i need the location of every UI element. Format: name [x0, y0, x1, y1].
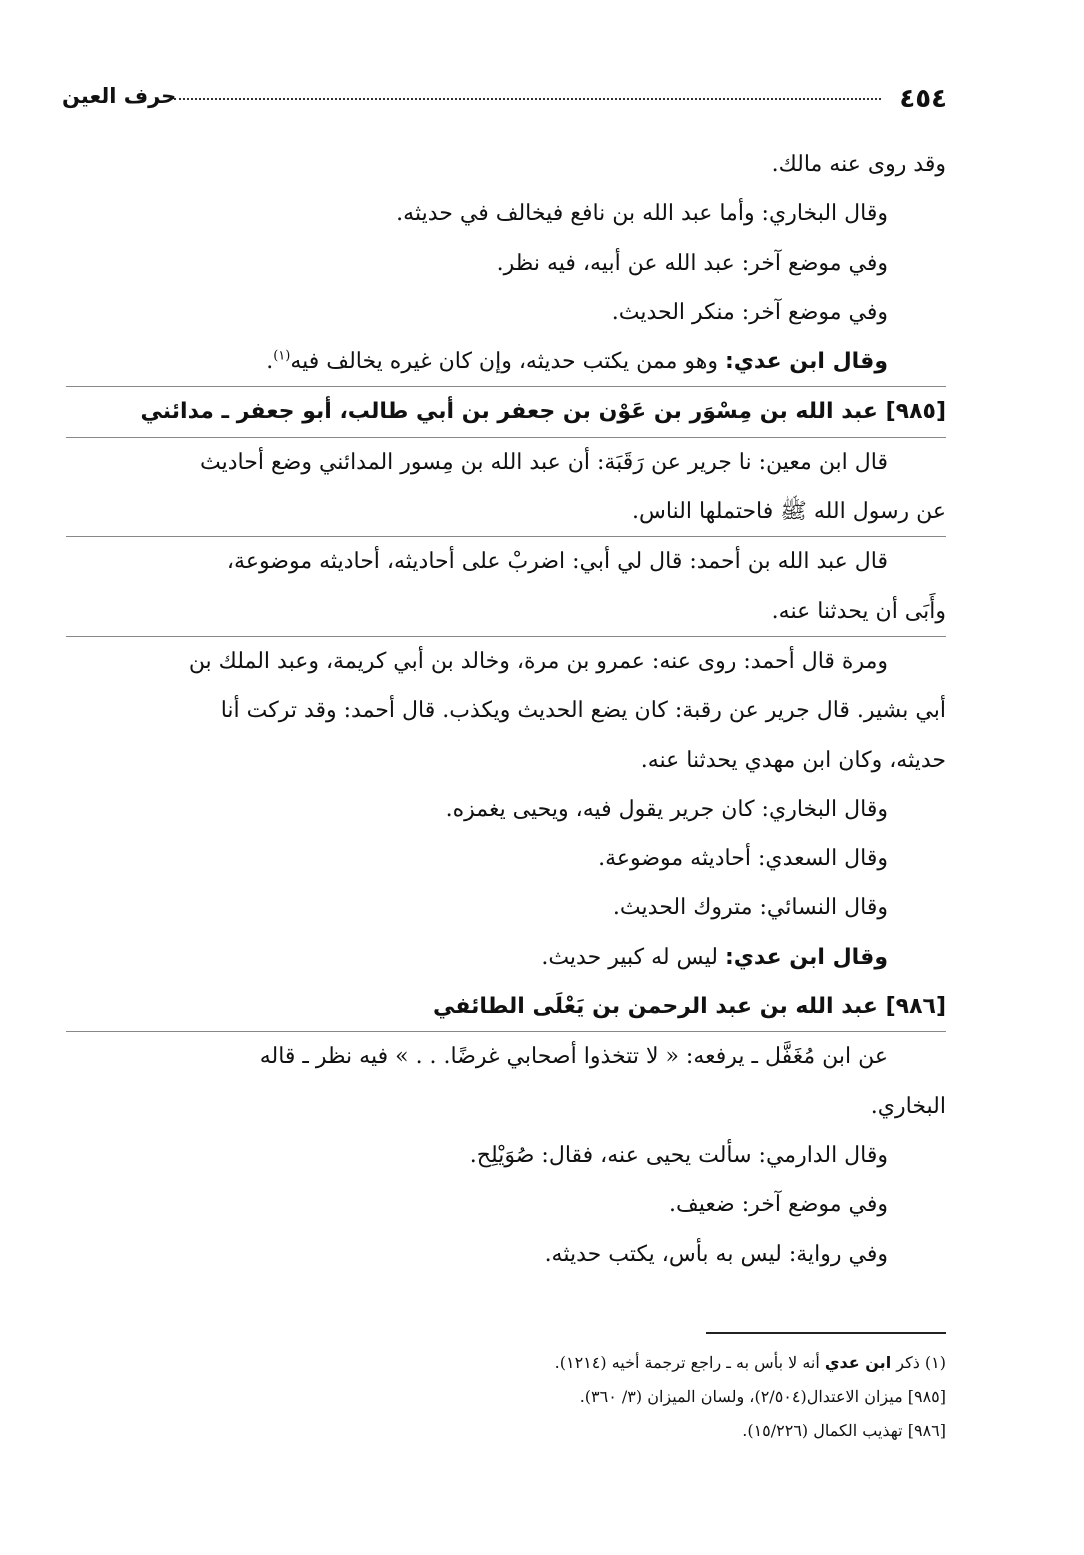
text-line: البخاري.	[870, 1093, 946, 1119]
entry-heading-986: [٩٨٦] عبد الله بن عبد الرحمن بن يَعْلَى الطائفي	[66, 982, 946, 1032]
footnote-text: أنه لا بأس به ـ راجع ترجمة أخيه (١٢١٤).	[554, 1353, 825, 1372]
footnote-ref: (١)	[273, 348, 291, 364]
footnote-985: [٩٨٥] ميزان الاعتدال(٢/٥٠٤)، ولسان الميزان (٣/ ٣٦٠).	[579, 1387, 946, 1406]
text-span: .	[266, 349, 274, 375]
text-line	[66, 933, 946, 982]
footnote-986: [٩٨٦] تهذيب الكمال (١٥/٢٢٦).	[742, 1421, 946, 1440]
speaker-lead: وقال ابن عدي:	[724, 944, 888, 970]
text-line: عن رسول الله ﷺ فاحتملها الناس.	[66, 487, 946, 537]
text-line: وقال السعدي: أحاديثه موضوعة.	[598, 846, 888, 872]
text-span: ليس له كبير حديث.	[541, 944, 725, 970]
footnote-1	[186, 1346, 946, 1380]
text-line: حديثه، وكان ابن مهدي يحدثنا عنه.	[640, 747, 946, 773]
text-line: وقال الدارمي: سألت يحيى عنه، فقال: صُوَيْلِح.	[469, 1142, 888, 1168]
footnote-lead: ابن عدي	[824, 1353, 892, 1372]
footnote-separator	[706, 1332, 946, 1334]
speaker-lead: وقال ابن عدي:	[724, 349, 888, 375]
footnote-text: (١) ذكر	[891, 1353, 946, 1372]
page-number: ٤٥٤	[899, 84, 947, 114]
text-line: قال عبد الله بن أحمد: قال لي أبي: اضربْ على أحاديثه، أحاديثه موضوعة،	[226, 549, 888, 575]
text-line: وقال النسائي: متروك الحديث.	[612, 895, 888, 921]
text-line: وقال البخاري: كان جرير يقول فيه، ويحيى يغمزه.	[445, 796, 888, 822]
text-line: وأَبَى أن يحدثنا عنه.	[66, 587, 946, 637]
running-header	[62, 84, 947, 118]
text-line: أبي بشير. قال جرير عن رقبة: كان يضع الحديث ويكذب. قال أحمد: وقد تركت أنا	[220, 698, 946, 724]
text-line: عن ابن مُغَفَّل ـ يرفعه: « لا تتخذوا أصحابي غرضًا. . . » فيه نظر ـ قاله	[259, 1044, 888, 1070]
text-line: وفي موضع آخر: ضعيف.	[669, 1192, 888, 1218]
text-line: قال ابن معين: نا جرير عن رَقَبَة: أن عبد الله بن مِسور المدائني وضع أحاديث	[200, 449, 888, 475]
text-line	[66, 337, 946, 386]
text-line: وفي موضع آخر: منكر الحديث.	[611, 299, 888, 325]
main-text	[66, 140, 946, 1279]
header-dotted-rule	[174, 98, 881, 100]
text-line: ومرة قال أحمد: روى عنه: عمرو بن مرة، وخالد بن أبي كريمة، وعبد الملك بن	[188, 648, 888, 674]
text-line: وقد روى عنه مالك.	[771, 152, 946, 177]
text-line: وفي موضع آخر: عبد الله عن أبيه، فيه نظر.	[496, 250, 888, 276]
footnotes	[186, 1346, 946, 1448]
chapter-title: حرف العين	[62, 84, 177, 108]
text-span: وهو ممن يكتب حديثه، وإن كان غيره يخالف فيه	[290, 349, 725, 375]
entry-heading-985: [٩٨٥] عبد الله بن مِسْوَر بن عَوْن بن جعفر بن أبي طالب، أبو جعفر ـ مدائني	[66, 386, 946, 437]
text-line: وفي رواية: ليس به بأس، يكتب حديثه.	[544, 1241, 888, 1267]
text-line: وقال البخاري: وأما عبد الله بن نافع فيخالف في حديثه.	[396, 201, 888, 227]
